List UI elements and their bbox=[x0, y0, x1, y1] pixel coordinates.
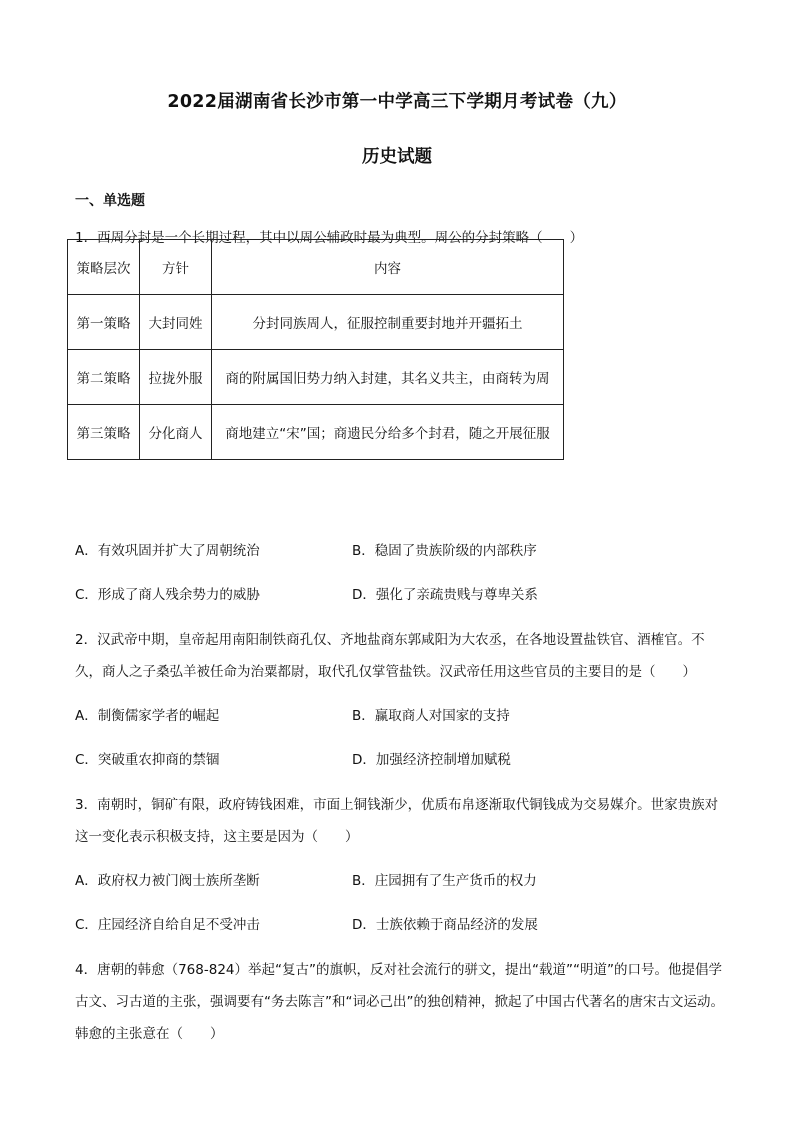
section-heading: 一、单选题 bbox=[75, 193, 145, 209]
question-3-stem: 3．南朝时，铜矿有限，政府铸钱困难，市面上铜钱渐少，优质布帛逐渐取代铜钱成为交易媒介。世家贵族对这一变化表示积极支持，这主要是因为（ ） bbox=[75, 797, 719, 845]
table-row bbox=[68, 350, 564, 405]
table-header-cell: 方针 bbox=[140, 240, 212, 295]
question-2-option-c[interactable]: C．突破重农抑商的禁锢 bbox=[75, 752, 220, 768]
question-1-option-d[interactable]: D．强化了亲疏贵贱与尊卑关系 bbox=[352, 587, 538, 603]
document-title: 2022届湖南省长沙市第一中学高三下学期月考试卷（九） bbox=[167, 92, 627, 112]
table-row bbox=[68, 295, 564, 350]
table-cell: 第三策略 bbox=[68, 405, 140, 460]
question-2-option-b[interactable]: B．赢取商人对国家的支持 bbox=[352, 708, 510, 724]
question-3-option-d[interactable]: D．士族依赖于商品经济的发展 bbox=[352, 917, 538, 933]
question-2-stem: 2．汉武帝中期，皇帝起用南阳制铁商孔仅、齐地盐商东郭咸阳为大农丞，在各地设置盐铁官、酒榷官。不久，商人之子桑弘羊被任命为治粟都尉，取代孔仅掌管盐铁。汉武帝任用这些官员的主要目的是（ ） bbox=[75, 632, 705, 680]
table-header-cell: 策略层次 bbox=[68, 240, 140, 295]
table-cell: 分封同族周人，征服控制重要封地并开疆拓土 bbox=[212, 295, 564, 350]
question-1-option-a[interactable]: A．有效巩固并扩大了周朝统治 bbox=[75, 543, 260, 559]
question-1-stem: 1．西周分封是一个长期过程，其中以周公辅政时最为典型。周公的分封策略（ ） bbox=[75, 230, 584, 246]
question-2-option-d[interactable]: D．加强经济控制增加赋税 bbox=[352, 752, 511, 768]
table-cell: 拉拢外服 bbox=[140, 350, 212, 405]
table-cell: 商地建立“宋”国；商遗民分给多个封君，随之开展征服 bbox=[212, 405, 564, 460]
question-3-option-a[interactable]: A．政府权力被门阀士族所垄断 bbox=[75, 873, 260, 889]
table-row bbox=[68, 405, 564, 460]
question-3-option-b[interactable]: B．庄园拥有了生产货币的权力 bbox=[352, 873, 537, 889]
question-1-option-c[interactable]: C．形成了商人残余势力的威胁 bbox=[75, 587, 260, 603]
document-subtitle: 历史试题 bbox=[362, 147, 432, 167]
table-cell: 商的附属国旧势力纳入封建，其名义共主，由商转为周 bbox=[212, 350, 564, 405]
table-cell: 分化商人 bbox=[140, 405, 212, 460]
table-header-cell: 内容 bbox=[212, 240, 564, 295]
question-3-option-c[interactable]: C．庄园经济自给自足不受冲击 bbox=[75, 917, 260, 933]
table-cell: 第一策略 bbox=[68, 295, 140, 350]
question-2-option-a[interactable]: A．制衡儒家学者的崛起 bbox=[75, 708, 220, 724]
strategy-table bbox=[67, 239, 564, 460]
table-header-row bbox=[68, 240, 564, 295]
table-cell: 第二策略 bbox=[68, 350, 140, 405]
table-cell: 大封同姓 bbox=[140, 295, 212, 350]
question-1-option-b[interactable]: B．稳固了贵族阶级的内部秩序 bbox=[352, 543, 537, 559]
question-4-stem: 4．唐朝的韩愈（768-824）举起“复古”的旗帜，反对社会流行的骈文，提出“载道”“明道”的口号。他提倡学古文、习古道的主张，强调要有“务去陈言”和“词必己出”的独创精神，掀起了中国古代著名的唐宋古文运动。韩愈的主张意在（ ） bbox=[75, 962, 724, 1042]
